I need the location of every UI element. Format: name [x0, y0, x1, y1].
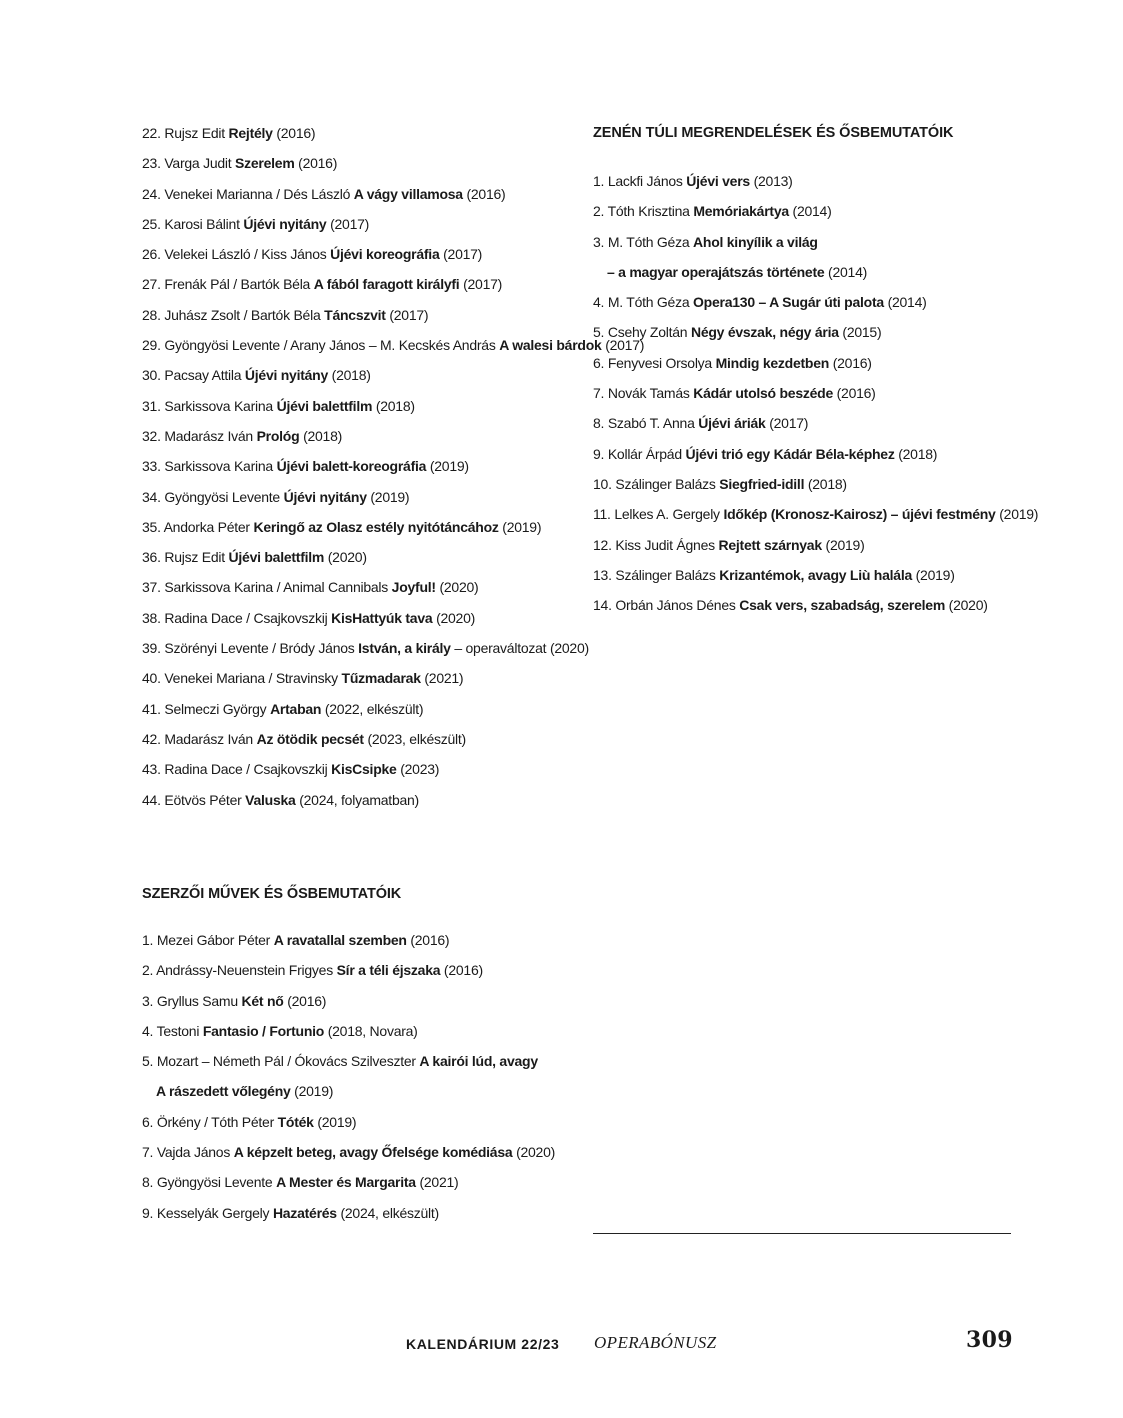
list-item [142, 1076, 572, 1106]
entry-number: 32. [142, 427, 161, 444]
footer-section: OPERABÓNUSZ [594, 1333, 717, 1352]
entry-title: Memóriakártya [693, 203, 789, 220]
list-item [142, 118, 572, 148]
section-heading-authored-works: SZERZŐI MŰVEK ÉS ŐSBEMUTATÓIK [142, 886, 402, 902]
entry-title: KisCsipke [331, 761, 397, 778]
entry-author: Kollár Árpád [607, 445, 682, 462]
footer-publication: KALENDÁRIUM 22/23 [406, 1336, 560, 1352]
list-item [593, 378, 1013, 408]
list-item [593, 257, 1013, 287]
entry-note: (2018) [375, 397, 415, 414]
entry-author: Karosi Bálint [164, 215, 240, 232]
entry-note: (2018) [807, 475, 847, 492]
entry-author: Szabó T. Anna [607, 415, 695, 432]
list-item [593, 317, 1013, 347]
entry-author: Eötvös Péter [164, 791, 242, 808]
right-column [593, 118, 1039, 620]
entry-note: (2024, elkészült) [340, 1204, 439, 1221]
entry-note: (2014) [828, 263, 868, 280]
entry-note: (2023) [400, 761, 440, 778]
entry-author: Gyöngyösi Levente [156, 1174, 273, 1191]
entry-note: (2020) [948, 597, 988, 614]
entry-number: 6. [593, 354, 605, 371]
entry-title: Csak vers, szabadság, szerelem [739, 597, 946, 614]
entry-author: Madarász Iván [164, 427, 253, 444]
entry-author: Kiss Judit Ágnes [615, 536, 715, 553]
entry-note: (2016) [832, 354, 872, 371]
entry-number: 9. [142, 1204, 154, 1221]
authored-works-list [142, 925, 572, 1228]
entry-number: 25. [142, 215, 161, 232]
entry-note: (2016) [298, 155, 338, 172]
entry-title: Újévi koreográfia [330, 246, 440, 263]
list-item [142, 209, 572, 239]
entry-title: A fából faragott királyfi [313, 276, 460, 293]
entry-title: A ravatallal szemben [273, 932, 407, 948]
list-item [142, 1016, 572, 1046]
entry-note: (2013) [753, 173, 793, 189]
list-item [593, 227, 1013, 257]
list-item [593, 530, 1013, 560]
entry-author: Pacsay Attila [164, 367, 242, 384]
list-item [142, 360, 572, 390]
list-item [142, 239, 572, 269]
entry-title: Kádár utolsó beszéde [693, 385, 833, 402]
entry-author: M. Tóth Géza [607, 233, 690, 250]
list-item [142, 925, 572, 955]
entry-author: Mozart – Németh Pál / Ókovács Szilveszter [156, 1053, 416, 1070]
entry-author: Lelkes A. Gergely [614, 506, 720, 523]
entry-author: Vajda János [156, 1144, 231, 1161]
entry-number: 23. [142, 155, 161, 172]
list-item [593, 408, 1013, 438]
entry-title: Valuska [245, 791, 296, 808]
entry-number: 41. [142, 700, 161, 717]
list-item [593, 499, 1039, 529]
list-item [593, 287, 1013, 317]
entry-author: M. Tóth Géza [607, 294, 690, 311]
entry-title: Újévi áriák [698, 415, 766, 432]
entry-author: Selmeczi György [164, 700, 267, 717]
entry-note: (2021) [424, 670, 464, 687]
entry-note: (2019) [370, 488, 410, 505]
list-item [142, 512, 572, 542]
entry-number: 40. [142, 670, 161, 687]
list-item [142, 300, 572, 330]
entry-note: (2017) [463, 276, 503, 293]
entry-note: (2019) [915, 566, 955, 583]
entry-author: Kesselyák Gergely [156, 1204, 270, 1221]
entry-title: A walesi bárdok [499, 337, 602, 354]
entry-note: (2016) [410, 932, 450, 948]
entry-number: 8. [593, 415, 605, 432]
entry-author: Velekei László / Kiss János [164, 246, 327, 263]
list-item [142, 572, 572, 602]
entry-author: Sarkissova Karina / Animal Cannibals [164, 579, 389, 596]
entry-author: Varga Judit [164, 155, 232, 172]
entry-note: (2019) [502, 518, 542, 535]
list-item [593, 590, 1013, 620]
entry-note: (2018, Novara) [327, 1022, 418, 1039]
entry-note: (2018) [303, 427, 343, 444]
entry-title: Krizantémok, avagy Liù halála [719, 566, 912, 583]
list-item [142, 542, 572, 572]
entry-author: Rujsz Edit [164, 549, 225, 566]
entry-title: Újévi nyitány [243, 215, 327, 232]
entry-note: (2016) [466, 185, 506, 202]
list-item [142, 785, 572, 815]
entry-title: Újévi balettfilm [228, 549, 325, 566]
entry-title: Táncszvit [324, 306, 386, 323]
entry-note: (2017) [389, 306, 429, 323]
entry-author: Fenyvesi Orsolya [607, 354, 712, 371]
entry-number: 37. [142, 579, 161, 596]
entry-title: Az ötödik pecsét [256, 730, 364, 747]
list-item [142, 451, 572, 481]
page-number: 309 [966, 1327, 1013, 1353]
entry-author: Andorka Péter [163, 518, 250, 535]
entry-title: Opera130 – A Sugár úti palota [693, 294, 884, 311]
entry-note: (2016) [836, 385, 876, 402]
entry-number: 29. [142, 337, 161, 354]
list-item [593, 560, 1013, 590]
entry-number: 12. [593, 536, 612, 553]
entry-number: 36. [142, 549, 161, 566]
entry-author: Mezei Gábor Péter [156, 932, 271, 948]
entry-number: 27. [142, 276, 161, 293]
list-item [142, 421, 572, 451]
list-item [142, 1046, 572, 1076]
entry-number: 2. [142, 962, 154, 979]
entry-title: Hazatérés [272, 1204, 337, 1221]
entry-note: – operaváltozat (2020) [454, 640, 589, 657]
list-item [142, 391, 572, 421]
entry-note: (2019) [825, 536, 865, 553]
entry-author: Sarkissova Karina [164, 458, 273, 475]
entry-note: (2015) [842, 324, 882, 341]
entry-title: KisHattyúk tava [331, 609, 433, 626]
non-musical-commissions-list [593, 166, 1039, 620]
entry-author: Sarkissova Karina [164, 397, 273, 414]
entry-title: Újévi trió egy Kádár Béla-képhez [685, 445, 895, 462]
entry-author: Frenák Pál / Bartók Béla [164, 276, 311, 293]
list-item [142, 1107, 572, 1137]
entry-number: 1. [142, 932, 154, 948]
entry-author: Venekei Mariana / Stravinsky [164, 670, 338, 687]
entry-title: Újévi balettfilm [276, 397, 373, 414]
entry-number: 5. [142, 1053, 154, 1070]
entry-number: 10. [593, 475, 612, 492]
entry-note: (2016) [276, 125, 316, 141]
entry-number: 43. [142, 761, 161, 778]
entry-note: (2020) [516, 1144, 556, 1161]
entry-number: 24. [142, 185, 161, 202]
entry-title: Joyful! [391, 579, 436, 596]
entry-number: 13. [593, 566, 612, 583]
entry-number: 38. [142, 609, 161, 626]
entry-title: A rászedett vőlegény [156, 1083, 291, 1100]
entry-number: 28. [142, 306, 161, 323]
entry-title: Tűzmadarak [341, 670, 421, 687]
entry-note: (2016) [287, 992, 327, 1009]
entry-title: A vágy villamosa [353, 185, 463, 202]
entry-title: Rejtett szárnyak [718, 536, 822, 553]
entry-note: (2014) [887, 294, 927, 311]
entry-title: Újévi nyitány [283, 488, 367, 505]
list-item [142, 482, 572, 512]
entry-author: Testoni [156, 1022, 200, 1039]
entry-title: Újévi vers [686, 173, 750, 189]
entry-author: Gyöngyösi Levente / Arany János – M. Kecskés András [164, 337, 496, 354]
entry-author: Venekei Marianna / Dés László [164, 185, 351, 202]
entry-author: Orbán János Dénes [615, 597, 736, 614]
entry-note: (2020) [439, 579, 479, 596]
entry-author: Szörényi Levente / Bródy János [164, 640, 355, 657]
entry-author: Szálinger Balázs [615, 475, 716, 492]
entry-note: (2016) [443, 962, 483, 979]
entry-author: Csehy Zoltán [607, 324, 688, 341]
list-item [593, 439, 1013, 469]
list-item [142, 179, 572, 209]
entry-note: (2022, elkészült) [324, 700, 424, 717]
entry-note: (2021) [419, 1174, 459, 1191]
list-item [142, 754, 572, 784]
entry-title: Rejtély [228, 125, 273, 141]
list-item [142, 663, 572, 693]
entry-note: (2017) [605, 337, 645, 354]
entry-number: 42. [142, 730, 161, 747]
entry-author: Tóth Krisztina [607, 203, 690, 220]
entry-author: Andrássy-Neuenstein Frigyes [156, 962, 333, 979]
list-item [593, 166, 1013, 196]
list-item [142, 269, 572, 299]
entry-number: 6. [142, 1113, 154, 1130]
entry-note: (2023, elkészült) [367, 730, 466, 747]
entry-number: 34. [142, 488, 161, 505]
list-item [142, 1137, 572, 1167]
list-item [593, 469, 1013, 499]
entry-title: Időkép (Kronosz-Kairosz) – újévi festmény [723, 506, 996, 523]
entry-note: (2019) [317, 1113, 357, 1130]
entry-title: Sír a téli éjszaka [336, 962, 441, 979]
entry-author: Radina Dace / Csajkovszkij [164, 609, 328, 626]
entry-number: 44. [142, 791, 161, 808]
entry-number: 30. [142, 367, 161, 384]
list-item [142, 1198, 572, 1228]
entry-number: 22. [142, 125, 161, 141]
entry-author: Novák Tamás [607, 385, 690, 402]
entry-number: 11. [593, 506, 611, 523]
list-item [142, 633, 589, 663]
entry-author: Rujsz Edit [164, 125, 225, 141]
entry-title: Prológ [256, 427, 300, 444]
entry-title: Két nő [241, 992, 284, 1009]
entry-number: 3. [593, 233, 605, 250]
entry-title: Mindig kezdetben [715, 354, 830, 371]
entry-number: 26. [142, 246, 161, 263]
entry-number: 8. [142, 1174, 154, 1191]
entry-title: Újévi nyitány [244, 367, 329, 384]
entry-note: (2017) [330, 215, 370, 232]
entry-number: 33. [142, 458, 161, 475]
entry-number: 3. [142, 992, 154, 1009]
entry-number: 4. [142, 1022, 154, 1039]
list-item [142, 1167, 572, 1197]
entry-note: (2017) [443, 246, 483, 263]
entry-author: Gryllus Samu [156, 992, 238, 1009]
entry-title: Ahol kinyílik a világ [693, 233, 818, 250]
entry-title: – a magyar operajátszás története [607, 263, 825, 280]
entry-number: 4. [593, 294, 605, 311]
list-item [142, 724, 572, 754]
entry-author: Juhász Zsolt / Bartók Béla [164, 306, 321, 323]
list-item [593, 348, 1013, 378]
entry-title: Fantasio / Fortunio [202, 1022, 325, 1039]
entry-number: 39. [142, 640, 161, 657]
entry-number: 1. [593, 173, 605, 189]
entry-number: 9. [593, 445, 605, 462]
entry-number: 14. [593, 597, 612, 614]
list-item [142, 986, 572, 1016]
list-item [142, 148, 572, 178]
entry-title: Tóték [277, 1113, 314, 1130]
entry-number: 35. [142, 518, 161, 535]
entry-note: (2018) [331, 367, 371, 384]
list-item [142, 330, 645, 360]
entry-author: Örkény / Tóth Péter [156, 1113, 274, 1130]
entry-title: A Mester és Margarita [276, 1174, 416, 1191]
entry-title: Keringő az Olasz estély nyitótáncához [253, 518, 499, 535]
entry-note: (2019) [999, 506, 1039, 523]
entry-note: (2014) [792, 203, 832, 220]
section-heading-non-musical-commissions: ZENÉN TÚLI MEGRENDELÉSEK ÉS ŐSBEMUTATÓIK [593, 125, 954, 141]
divider-rule [593, 1233, 1011, 1234]
entry-note: (2018) [898, 445, 938, 462]
entry-title: Szerelem [235, 155, 295, 172]
entry-note: (2019) [294, 1083, 334, 1100]
list-item [142, 694, 572, 724]
entry-title: Négy évszak, négy ária [690, 324, 839, 341]
entry-number: 7. [142, 1144, 154, 1161]
list-item [142, 603, 572, 633]
entry-note: (2020) [327, 549, 367, 566]
entry-author: Madarász Iván [164, 730, 253, 747]
entry-title: A képzelt beteg, avagy Őfelsége komédiása [233, 1144, 513, 1161]
list-item [593, 196, 1013, 226]
entry-title: Artaban [270, 700, 322, 717]
entry-number: 5. [593, 324, 605, 341]
entry-note: (2017) [769, 415, 809, 432]
entry-note: (2020) [436, 609, 476, 626]
entry-title: István, a király [358, 640, 451, 657]
entry-note: (2024, folyamatban) [299, 791, 419, 808]
list-item [142, 955, 572, 985]
entry-number: 7. [593, 385, 605, 402]
entry-author: Szálinger Balázs [615, 566, 716, 583]
entry-author: Gyöngyösi Levente [164, 488, 280, 505]
entry-author: Radina Dace / Csajkovszkij [164, 761, 328, 778]
entry-author: Lackfi János [607, 173, 683, 189]
entry-title: Újévi balett-koreográfia [276, 458, 427, 475]
entry-note: (2019) [429, 458, 469, 475]
entry-title: A kairói lúd, avagy [419, 1053, 538, 1070]
entry-title: Siegfried-idill [719, 475, 805, 492]
entry-number: 2. [593, 203, 605, 220]
entry-number: 31. [142, 397, 161, 414]
